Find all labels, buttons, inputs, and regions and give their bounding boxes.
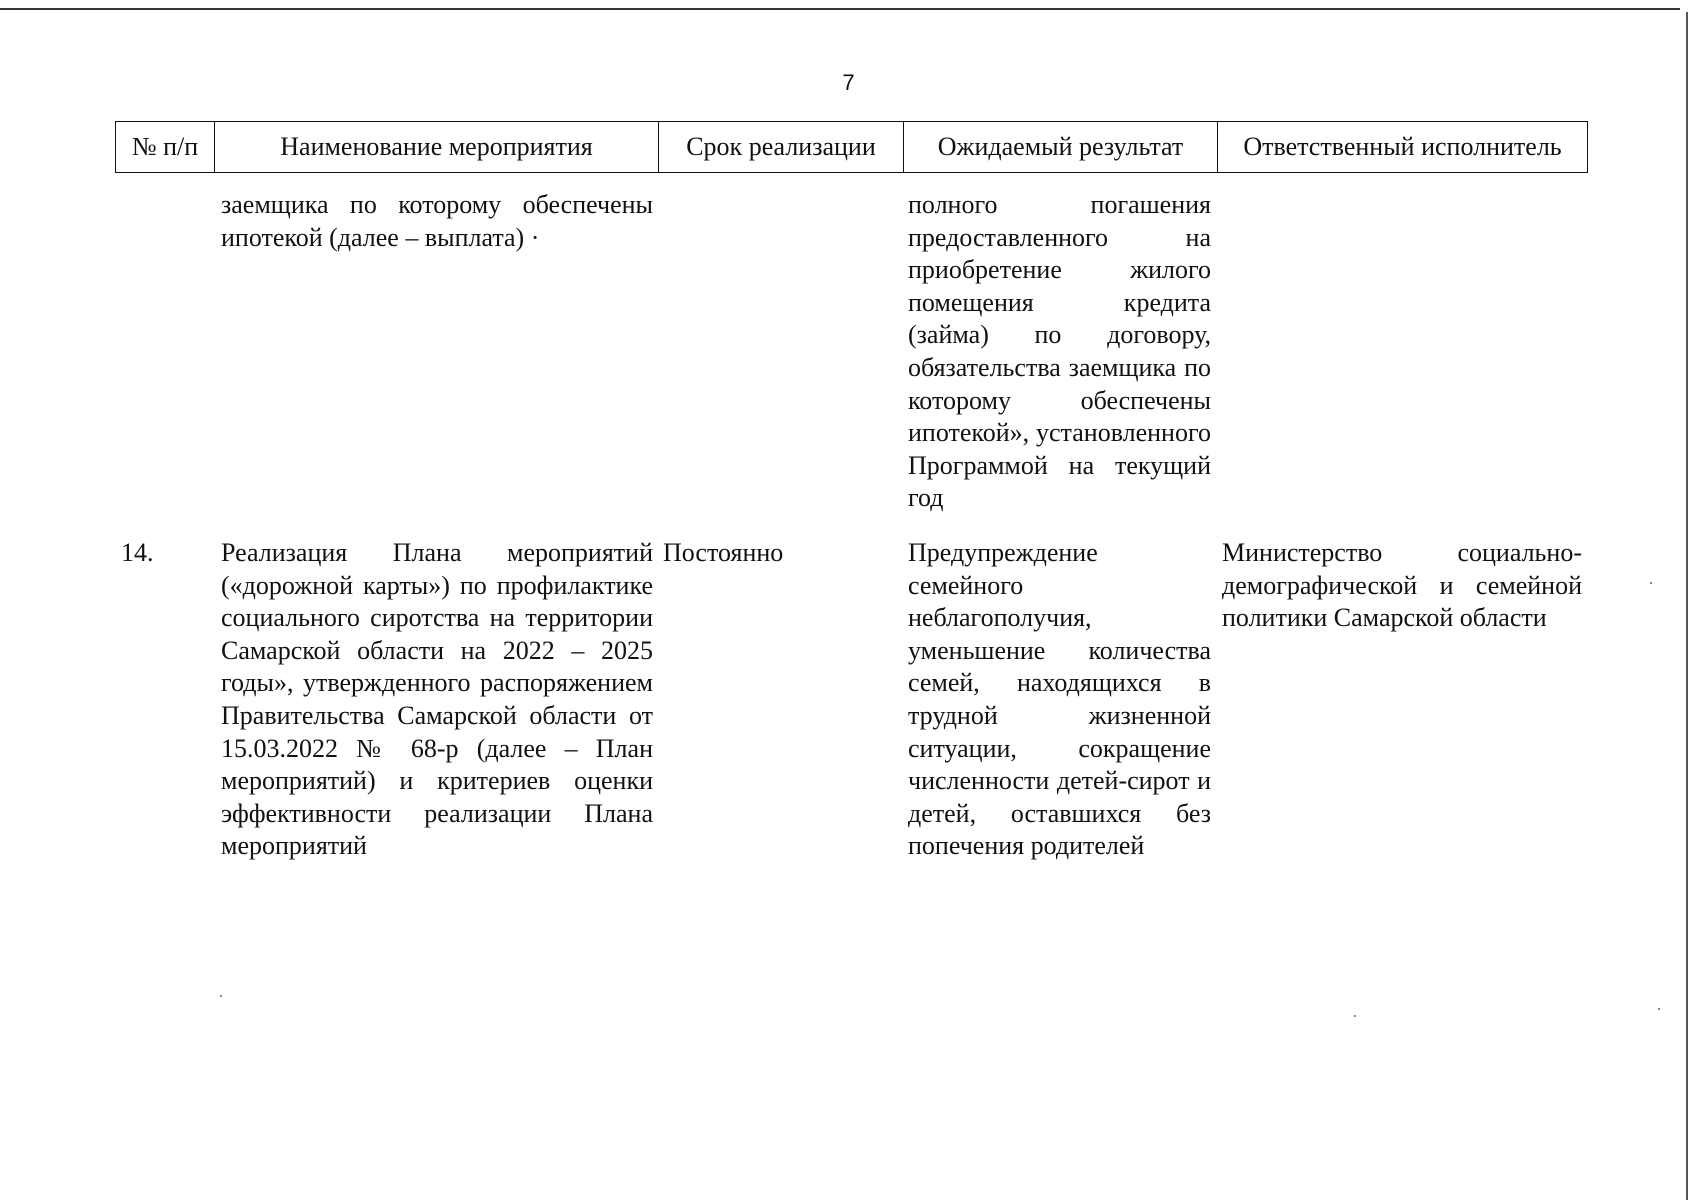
row-1-result: полного погашения предоставленного на приобретение жилого помещения кредита (займа) по договору, обязательства заемщика по которому обеспечены ипотекой», установленного Программой на текущий год [908, 190, 1211, 513]
scan-top-edge [0, 8, 1680, 10]
scan-speck [1658, 1008, 1660, 1010]
header-result: Ожидаемый результат [904, 122, 1218, 173]
header-responsible: Ответственный исполнитель [1218, 122, 1588, 173]
scan-speck [220, 995, 222, 997]
header-number: № п/п [116, 122, 215, 173]
row-2-result: Предупреждение семейного неблагополучия, уменьшение количества семей, находящихся в трудной жизненной ситуации, сокращение численности детей-сирот и детей, оставшихся без попечения родителей [908, 538, 1211, 861]
table-header [115, 121, 1588, 173]
scan-right-edge [1686, 12, 1688, 1200]
scan-speck [1354, 1015, 1356, 1017]
header-name: Наименование мероприятия [215, 122, 659, 173]
header-row [116, 122, 1588, 173]
row-2-number: 14. [121, 538, 154, 567]
page-number: 7 [842, 70, 855, 95]
row-1-name: заемщика по которому обеспечены ипотекой (далее – выплата) · [221, 190, 653, 252]
scan-speck [1650, 582, 1652, 584]
row-2-responsible: Министерство социально-демографической и семейной политики Самарской области [1222, 538, 1582, 633]
header-term: Срок реализации [659, 122, 904, 173]
row-2-term: Постоянно [663, 538, 784, 567]
row-2-name: Реализация Плана мероприятий («дорожной карты») по профилактике социального сиротства на территории Самарской области на 2022 – 2025 годы», утвержденного распоряжением Правительства Самарской области от 15.03.2022 № 68-р (далее – План мероприятий) и критериев оценки эффективности реализации Плана мероприятий [221, 538, 653, 861]
